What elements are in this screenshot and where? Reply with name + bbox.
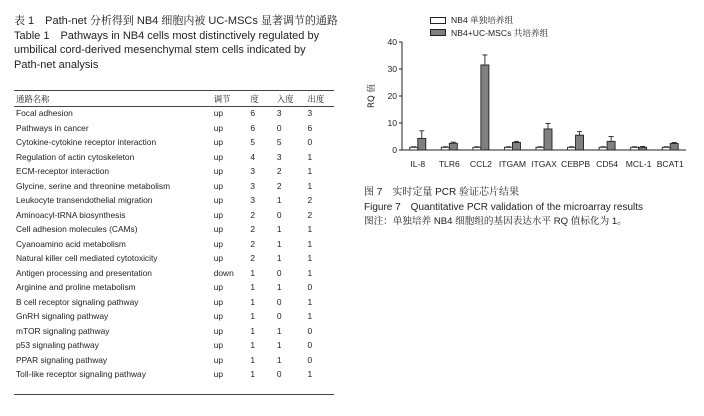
table-title-en-line1: Table 1 Pathways in NB4 cells most distinctively regulated by	[14, 29, 320, 42]
out-degree-cell: 1	[307, 311, 313, 322]
x-tick-label: CCL2	[469, 159, 492, 169]
bar-mono	[441, 147, 449, 150]
regulation-cell: up	[213, 108, 224, 119]
out-degree-cell: 0	[307, 354, 313, 365]
out-degree-cell: 3	[307, 108, 313, 119]
legend-label-mono: NB4 单独培养组	[451, 15, 514, 25]
x-tick-label: BCAT1	[656, 159, 684, 169]
bar-coculture	[512, 142, 520, 150]
out-degree-cell: 1	[307, 180, 313, 191]
regulation-cell: up	[213, 282, 224, 293]
table-row	[14, 324, 334, 339]
bar-coculture	[607, 141, 615, 150]
in-degree-cell: 1	[276, 195, 282, 206]
pathway-name-cell: Antigen processing and presentation	[16, 267, 152, 278]
out-degree-cell: 1	[307, 296, 313, 307]
pathway-name-cell: Regulation of actin cytoskeleton	[16, 151, 135, 162]
out-degree-cell: 0	[307, 282, 313, 293]
regulation-cell: up	[213, 137, 224, 148]
bar-mono	[410, 147, 418, 150]
degree-cell: 3	[250, 195, 256, 206]
figure-caption-en: Figure 7 Quantitative PCR validation of the microarray results	[364, 201, 644, 213]
x-tick-label: CEBPB	[560, 159, 591, 169]
bar-coculture	[449, 143, 457, 150]
regulation-cell: up	[213, 296, 224, 307]
pathway-name-cell: ECM-receptor interaction	[16, 166, 110, 177]
in-degree-cell: 5	[276, 137, 282, 148]
bar-mono	[536, 147, 544, 150]
table-header-row	[14, 92, 334, 106]
table-row	[14, 280, 334, 295]
in-degree-cell: 3	[276, 151, 282, 162]
degree-cell: 1	[250, 267, 256, 278]
table-bottom-rule	[14, 394, 334, 395]
bar-coculture	[670, 144, 678, 150]
in-degree-cell: 1	[276, 282, 282, 293]
out-degree-cell: 1	[307, 238, 313, 249]
y-axis-title: RQ 值	[367, 83, 377, 109]
pathway-name-cell: mTOR signaling pathway	[16, 325, 110, 336]
table-title-en-line2: umbilical cord-derived mesenchymal stem cells indicated by	[14, 44, 306, 56]
pathway-name-cell: p53 signaling pathway	[16, 340, 99, 351]
regulation-cell: up	[213, 311, 224, 322]
table-row	[14, 295, 334, 310]
regulation-cell: up	[213, 369, 224, 380]
regulation-cell: up	[213, 253, 224, 264]
degree-cell: 3	[250, 166, 256, 177]
x-tick-label: ITGAX	[531, 159, 557, 169]
bar-mono	[568, 147, 576, 150]
pathway-name-cell: B cell receptor signaling pathway	[16, 296, 139, 307]
in-degree-cell: 0	[276, 267, 282, 278]
in-degree-cell: 2	[276, 180, 282, 191]
in-degree-cell: 1	[276, 238, 282, 249]
legend-swatch-co	[430, 29, 446, 36]
regulation-cell: up	[213, 180, 224, 191]
out-degree-cell: 1	[307, 369, 313, 380]
pathway-name-cell: Leukocyte transendothelial migration	[16, 195, 153, 206]
bar-coculture	[576, 135, 584, 150]
out-degree-cell: 2	[307, 209, 313, 220]
table-row	[14, 179, 334, 194]
table-row	[14, 150, 334, 165]
x-tick-label: ITGAM	[498, 159, 527, 169]
regulation-cell: up	[213, 122, 224, 133]
table-row	[14, 106, 334, 121]
table-row	[14, 208, 334, 223]
in-degree-cell: 1	[276, 354, 282, 365]
regulation-cell: up	[213, 224, 224, 235]
regulation-cell: up	[213, 151, 224, 162]
out-degree-cell: 2	[307, 195, 313, 206]
table-title-cn: 表 1 Path-net 分析得到 NB4 细胞内被 UC-MSCs 显著调节的通路	[14, 15, 338, 27]
degree-cell: 2	[250, 253, 256, 264]
pathway-name-cell: Glycine, serine and threonine metabolism	[16, 180, 171, 191]
regulation-cell: up	[213, 166, 224, 177]
degree-cell: 6	[250, 122, 256, 133]
in-degree-cell: 2	[276, 166, 282, 177]
regulation-cell: down	[213, 267, 234, 278]
degree-cell: 1	[250, 369, 256, 380]
degree-cell: 1	[250, 296, 256, 307]
pathways-table	[14, 92, 334, 382]
in-degree-cell: 0	[276, 209, 282, 220]
regulation-cell: up	[213, 238, 224, 249]
bar-coculture	[544, 129, 552, 150]
out-degree-cell: 1	[307, 151, 313, 162]
out-degree-cell: 6	[307, 122, 313, 133]
table-row	[14, 164, 334, 179]
table-row	[14, 353, 334, 368]
out-degree-cell: 0	[307, 137, 313, 148]
degree-cell: 2	[250, 224, 256, 235]
pathway-name-cell: Arginine and proline metabolism	[16, 282, 136, 293]
in-degree-cell: 0	[276, 296, 282, 307]
bar-coculture	[481, 65, 489, 150]
table-row	[14, 251, 334, 266]
table-body	[14, 106, 334, 382]
x-tick-label: MCL-1	[625, 159, 652, 169]
pathway-name-cell: Cytokine-cytokine receptor interaction	[16, 137, 157, 148]
pathway-name-cell: Pathways in cancer	[16, 122, 89, 133]
header-degree: 度	[250, 94, 259, 104]
degree-cell: 4	[250, 151, 256, 162]
table-title-en-line3: Path-net analysis	[14, 58, 99, 71]
pathway-name-cell: Focal adhesion	[16, 108, 73, 119]
x-tick-label: IL-8	[410, 159, 426, 169]
pathway-name-cell: Cell adhesion molecules (CAMs)	[16, 224, 138, 235]
degree-cell: 1	[250, 311, 256, 322]
table-row	[14, 193, 334, 208]
in-degree-cell: 0	[276, 369, 282, 380]
y-tick-label: 0	[392, 145, 397, 155]
degree-cell: 1	[250, 354, 256, 365]
table-title	[14, 14, 346, 72]
pathway-name-cell: Toll-like receptor signaling pathway	[16, 369, 146, 380]
pathway-name-cell: Natural killer cell mediated cytotoxicity	[16, 253, 158, 264]
in-degree-cell: 1	[276, 325, 282, 336]
in-degree-cell: 0	[276, 122, 282, 133]
bar-mono	[599, 147, 607, 150]
out-degree-cell: 0	[307, 325, 313, 336]
bar-coculture	[418, 138, 426, 150]
table-row	[14, 367, 334, 382]
degree-cell: 2	[250, 209, 256, 220]
figure-note-cn: 图注：单独培养 NB4 细胞组的基因表达水平 RQ 值标化为 1。	[364, 216, 627, 227]
y-tick-label: 10	[387, 118, 397, 128]
out-degree-cell: 1	[307, 166, 313, 177]
out-degree-cell: 1	[307, 224, 313, 235]
header-out-degree: 出度	[307, 94, 325, 104]
table-row	[14, 309, 334, 324]
degree-cell: 6	[250, 108, 256, 119]
header-in-degree: 入度	[276, 94, 294, 104]
degree-cell: 5	[250, 137, 256, 148]
in-degree-cell: 0	[276, 311, 282, 322]
y-tick-label: 20	[387, 91, 397, 101]
chart-legend	[430, 14, 548, 39]
bar-mono	[473, 147, 481, 150]
regulation-cell: up	[213, 209, 224, 220]
table-row	[14, 222, 334, 237]
header-pathway-name: 通路名称	[16, 94, 50, 104]
y-tick-label: 40	[387, 37, 397, 47]
regulation-cell: up	[213, 325, 224, 336]
legend-label-co: NB4+UC-MSCs 共培养组	[451, 27, 549, 38]
table-row	[14, 338, 334, 353]
degree-cell: 1	[250, 325, 256, 336]
in-degree-cell: 1	[276, 224, 282, 235]
table-top-rule	[14, 90, 334, 91]
in-degree-cell: 1	[276, 340, 282, 351]
in-degree-cell: 3	[276, 108, 282, 119]
degree-cell: 1	[250, 340, 256, 351]
pathway-name-cell: PPAR signaling pathway	[16, 354, 108, 365]
table-row	[14, 135, 334, 150]
bar-coculture	[639, 147, 647, 150]
in-degree-cell: 1	[276, 253, 282, 264]
legend-swatch-mono	[430, 17, 446, 24]
figure-caption-cn: 图 7 实时定量 PCR 验证芯片结果	[364, 187, 520, 198]
x-tick-label: CD54	[596, 159, 619, 169]
regulation-cell: up	[213, 340, 224, 351]
degree-cell: 2	[250, 238, 256, 249]
table-row	[14, 121, 334, 136]
regulation-cell: up	[213, 354, 224, 365]
regulation-cell: up	[213, 195, 224, 206]
header-regulation: 调节	[213, 94, 231, 104]
table-row	[14, 237, 334, 252]
out-degree-cell: 0	[307, 340, 313, 351]
legend-item-co	[430, 27, 548, 40]
figure-caption	[364, 186, 643, 230]
bar-mono	[504, 147, 512, 150]
out-degree-cell: 1	[307, 267, 313, 278]
x-tick-label: TLR6	[438, 159, 460, 169]
bar-mono	[662, 147, 670, 150]
y-tick-label: 30	[387, 64, 397, 74]
pathway-name-cell: Aminoacyl-tRNA biosynthesis	[16, 209, 126, 220]
out-degree-cell: 1	[307, 253, 313, 264]
table-row	[14, 266, 334, 281]
pathway-name-cell: Cyanoamino acid metabolism	[16, 238, 126, 249]
degree-cell: 3	[250, 180, 256, 191]
pathway-name-cell: GnRH signaling pathway	[16, 311, 109, 322]
degree-cell: 1	[250, 282, 256, 293]
bar-mono	[631, 147, 639, 150]
legend-item-mono	[430, 14, 548, 27]
